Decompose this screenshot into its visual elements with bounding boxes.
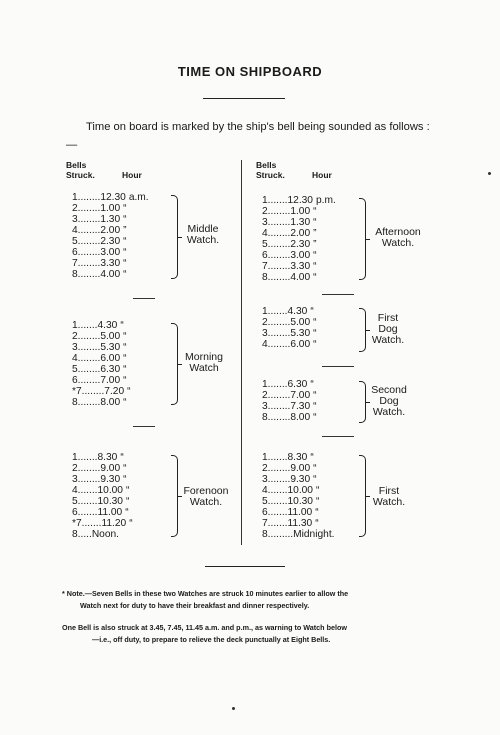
second-dog-watch-label: Second Dog Watch. <box>371 384 407 418</box>
table-row: 1....... 12.30 p.m. <box>262 195 336 206</box>
middle-watch-block <box>72 192 151 280</box>
table-row: 4........ 2.00 ” <box>72 225 127 236</box>
first-watch-block <box>262 452 359 540</box>
table-row: 6....... 11.00 “ <box>72 507 129 518</box>
table-row: *7........ 7.20 “ <box>72 386 131 397</box>
title-rule <box>203 98 285 99</box>
section-separator <box>322 366 354 367</box>
table-row: 8........ 4.00 “ <box>72 269 127 280</box>
table-row: 5........ 6.30 “ <box>72 364 127 375</box>
section-separator <box>322 436 354 437</box>
table-row: 3........ 9.30 “ <box>262 474 317 485</box>
table-row: 1....... 8.30 “ <box>262 452 314 463</box>
hour-label: Hour <box>122 170 142 180</box>
table-row: 8........ 4.00 “ <box>262 272 317 283</box>
table-row: 5....... 10.30 “ <box>262 496 320 507</box>
footnote-line: One Bell is also struck at 3.45, 7.45, 11.45 a.m. and p.m., as warning to Watch below <box>62 623 347 632</box>
page-speck <box>488 172 491 175</box>
first-watch-label: First Watch. <box>372 485 406 508</box>
footnote-line: * Note.—Seven Bells in these two Watches are struck 10 minutes earlier to allow the <box>62 589 349 598</box>
table-row: 3........ 5.30 “ <box>72 342 127 353</box>
table-row: 5........ 2.30 “ <box>72 236 127 247</box>
table-row: 2........ 7.00 “ <box>262 390 317 401</box>
table-row: 1....... 4.30 “ <box>262 306 314 317</box>
table-row: 6........ 7.00 “ <box>72 375 127 386</box>
afternoon-watch-brace <box>359 198 366 280</box>
bells-label: Bells <box>66 160 87 170</box>
table-row: 3........ 9.30 “ <box>72 474 127 485</box>
table-row: 3........ 5.30 “ <box>262 328 317 339</box>
footnote-seven-bells <box>62 588 442 612</box>
table-row: 1....... 8.30 “ <box>72 452 124 463</box>
first-dog-watch-brace <box>359 308 366 352</box>
table-row: 5........ 2.30 ” <box>262 239 317 250</box>
table-row: 8........ 8.00 “ <box>72 397 127 408</box>
intro-paragraph: Time on board is marked by the ship's bell being sounded as follows :— <box>66 121 430 151</box>
table-row: 8......... Midnight. <box>262 529 335 540</box>
section-separator <box>133 298 155 299</box>
forenoon-watch-label: Forenoon Watch. <box>183 485 229 508</box>
table-row: 1....... 6.30 “ <box>262 379 314 390</box>
table-row: 2........ 5.00 “ <box>72 331 127 342</box>
table-row: 4........ 2.00 ” <box>262 228 317 239</box>
table-row: 5....... 10.30 “ <box>72 496 130 507</box>
bells-label: Bells <box>256 160 277 170</box>
hour-label: Hour <box>312 170 332 180</box>
table-row: 3........ 7.30 “ <box>262 401 317 412</box>
table-row: 8........ 8.00 “ <box>262 412 317 423</box>
first-dog-watch-block <box>262 306 335 350</box>
table-row: 4....... 10.00 “ <box>72 485 130 496</box>
morning-watch-block <box>72 320 149 408</box>
table-row: 2........ 9.00 “ <box>262 463 317 474</box>
struck-label: Struck. <box>66 170 95 180</box>
table-row: 2........ 5.00 “ <box>262 317 317 328</box>
table-row: 3........ 1.30 “ <box>72 214 127 225</box>
footer-rule <box>205 566 285 567</box>
column-divider <box>241 160 242 545</box>
table-row: 2........ 1.00 “ <box>262 206 317 217</box>
middle-watch-label: Middle Watch. <box>186 223 220 246</box>
first-watch-brace <box>359 455 366 537</box>
section-separator <box>133 426 155 427</box>
section-separator <box>322 294 354 295</box>
table-row: 6........ 3.00 “ <box>72 247 127 258</box>
page-title: TIME ON SHIPBOARD <box>177 64 323 79</box>
afternoon-watch-label: Afternoon Watch. <box>375 226 421 249</box>
second-dog-watch-brace <box>359 381 366 423</box>
table-row: 8..... Noon. <box>72 529 120 540</box>
table-row: 1........ 12.30 a.m. <box>72 192 149 203</box>
table-row: 6........ 3.00 “ <box>262 250 317 261</box>
table-row: 2........ 9.00 “ <box>72 463 127 474</box>
afternoon-watch-block <box>262 195 338 283</box>
table-row: 4........ 6.00 “ <box>72 353 127 364</box>
second-dog-watch-block <box>262 379 335 423</box>
morning-watch-brace <box>171 323 178 405</box>
table-row: 6....... 11.00 “ <box>262 507 319 518</box>
table-row: *7....... 11.20 “ <box>72 518 133 529</box>
forenoon-watch-brace <box>171 455 178 537</box>
left-column-header <box>66 160 142 180</box>
right-column-header <box>256 160 332 180</box>
middle-watch-brace <box>171 195 178 279</box>
table-row: 2........ 1.00 “ <box>72 203 127 214</box>
table-row: 4........ 6.00 “ <box>262 339 317 350</box>
table-row: 7........ 3.30 “ <box>262 261 317 272</box>
table-row: 3........ 1.30 “ <box>262 217 317 228</box>
footnote-one-bell <box>62 622 442 646</box>
page-speck <box>232 707 235 710</box>
footnote-line: Watch next for duty to have their breakfast and dinner respectively. <box>80 601 310 610</box>
footnote-line: —i.e., off duty, to prepare to relieve the deck punctually at Eight Bells. <box>92 635 331 644</box>
morning-watch-label: Morning Watch <box>185 351 223 374</box>
table-row: 1....... 4.30 “ <box>72 320 124 331</box>
first-dog-watch-label: First Dog Watch. <box>371 312 405 346</box>
table-row: 7........ 3.30 “ <box>72 258 127 269</box>
forenoon-watch-block <box>72 452 151 540</box>
table-row: 4....... 10.00 “ <box>262 485 320 496</box>
table-row: 7....... 11.30 “ <box>262 518 319 529</box>
struck-label: Struck. <box>256 170 285 180</box>
